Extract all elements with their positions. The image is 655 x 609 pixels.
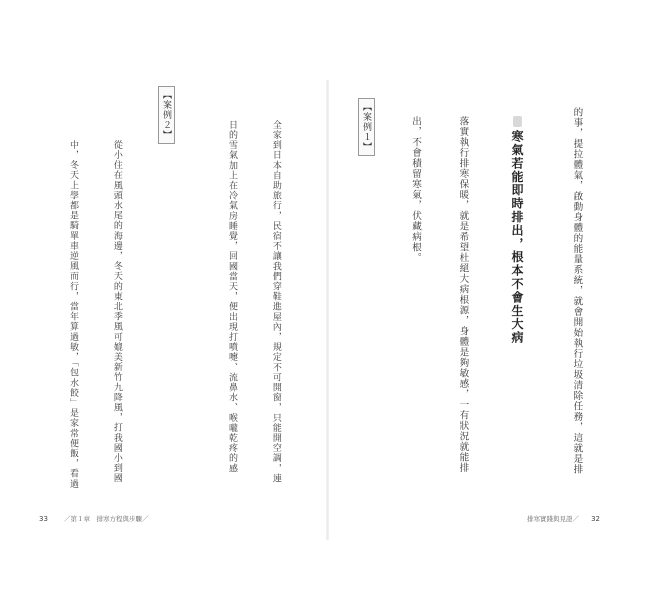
- body-column: 出，不會積留寒氣，伏藏病根。: [410, 116, 422, 263]
- right-running-title: 排寒實踐與見證: [527, 515, 573, 523]
- case-2-column: 中，冬天上學都是騎單車逆風而行，當年算過敏，「包水餃」是家常便飯，看過: [68, 140, 79, 489]
- right-page: [328, 0, 655, 609]
- heading-bullet-icon: [513, 116, 522, 127]
- case-2-text: [41, 140, 153, 510]
- case-2-column: 從小住在風頭水尾的海邊，冬天的東北季風可媲美新竹九降風，打我國小到國: [111, 140, 122, 484]
- section-heading-text: 寒氣若能即時排出，根本不會生大病: [510, 130, 524, 345]
- intro-text: [550, 107, 616, 522]
- case-1-label: 【案例１】: [358, 98, 375, 156]
- right-page-number: 32: [591, 515, 600, 523]
- case-1-text: [212, 120, 312, 515]
- case-2-label: 【案例２】: [158, 86, 175, 144]
- intro-column: 的事，提拉體氣，啟動身體的能量系統，就會開始執行垃圾清除任務，這就是排: [571, 107, 583, 475]
- section-body-text: [384, 116, 502, 516]
- case-1-column: 全家到日本自助旅行，民宿不讓我們穿鞋進屋內，規定不可開窗，只能開空調，連: [270, 120, 281, 484]
- section-heading: [509, 116, 526, 344]
- left-page-number: 33: [39, 515, 48, 523]
- case-1-column: 日的雪氣加上在冷氣房睡覺，回國當天，便出現打噴嚏、流鼻水、喉嚨乾疼的感: [227, 120, 238, 474]
- left-footer: 33 ／第１章 排寒方程與步驟／: [39, 515, 149, 523]
- body-column: 落實執行排寒保暖，就是希望杜絕大病根源，身體是夠敏感，一有狀況就能排: [457, 116, 469, 473]
- left-running-title: 第１章 排寒方程與步驟: [70, 515, 142, 523]
- right-footer: 排寒實踐與見證／ 32: [527, 515, 600, 523]
